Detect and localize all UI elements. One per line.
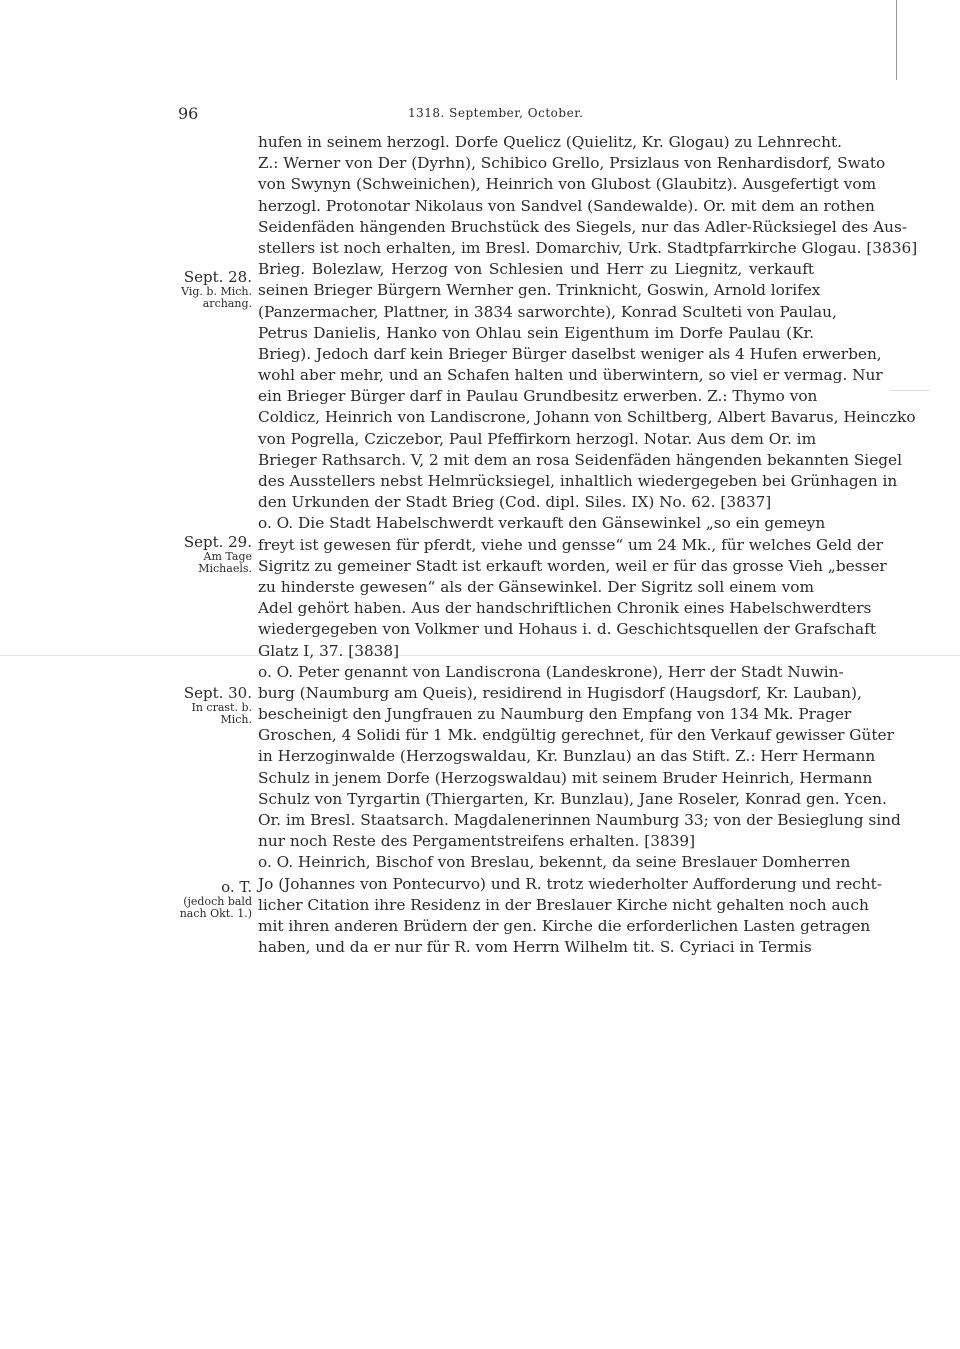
text-line: licher Citation ihre Residenz in der Breslauer Kirche nicht gehalten noch auch [258,895,869,914]
text-line: Brieg. Bolezlaw, Herzog von Schlesien und Herr zu Liegnitz, verkauft [258,260,814,279]
text-line: o. O. Die Stadt Habelschwerdt verkauft den Gänsewinkel „so ein gemeyn [258,514,826,533]
margin-note-2 [166,535,252,575]
margin-date: Sept. 28. [183,268,252,286]
scan-edge-line [896,0,897,80]
text-line: Petrus Danielis, Hanko von Ohlau sein Eigenthum im Dorfe Paulau (Kr. [258,323,814,342]
text-line: von Swynyn (Schweinichen), Heinrich von Glubost (Glaubitz). Ausgefertigt vom [258,175,877,194]
margin-date: Sept. 29. [183,533,252,551]
text-line: wohl aber mehr, und an Schafen halten und überwintern, so viel er vermag. Nur [258,366,883,385]
running-title: 1318. September, October. [408,106,584,120]
text-line: Sigritz zu gemeiner Stadt ist erkauft worden, weil er für das grosse Vieh „besser [258,556,887,575]
text-line: ein Brieger Bürger darf in Paulau Grundbesitz erwerben. Z.: Thymo von [258,387,818,406]
margin-note-3 [166,686,252,726]
text-line: Groschen, 4 Solidi für 1 Mk. endgültig gerechnet, für den Verkauf gewisser Güter [258,726,894,745]
text-line: zu hinderste gewesen“ als der Gänsewinkel. Der Sigritz soll einem vom [258,577,814,596]
text-line: Brieg). Jedoch darf kein Brieger Bürger daselbst weniger als 4 Hufen erwerben, [258,344,882,363]
text-line: stellers ist noch erhalten, im Bresl. Domarchiv, Urk. Stadtpfarrkirche Glogau. [3836] [258,238,918,257]
text-line: Jo (Johannes von Pontecurvo) und R. trotz wiederholter Aufforderung und recht- [258,874,882,893]
text-line: Or. im Bresl. Staatsarch. Magdalenerinnen Naumburg 33; von der Besieglung sind [258,811,901,829]
margin-feast: (jedoch bald nach Okt. 1.) [179,895,252,920]
page-number: 96 [178,104,199,123]
margin-date: Sept. 30. [183,684,252,702]
text-line: haben, und da er nur für R. vom Herrn Wilhelm tit. S. Cyriaci in Termis [258,938,812,957]
text-line: o. O. Heinrich, Bischof von Breslau, bekennt, da seine Breslauer Domherren [258,853,851,872]
text-line: in Herzoginwalde (Herzogswaldau, Kr. Bunzlau) an das Stift. Z.: Herr Hermann [258,747,876,766]
text-line: Schulz von Tyrgartin (Thiergarten, Kr. Bunzlau), Jane Roseler, Konrad gen. Ycen. [258,789,887,808]
text-line: hufen in seinem herzogl. Dorfe Quelicz (Quielitz, Kr. Glogau) zu Lehnrecht. [258,133,842,151]
text-line: Adel gehört haben. Aus der handschriftlichen Chronik eines Habelschwerdters [258,599,872,618]
text-line: den Urkunden der Stadt Brieg (Cod. dipl. Siles. IX) No. 62. [3837] [258,493,772,512]
text-line: Z.: Werner von Der (Dyrhn), Schibico Grello, Prsizlaus von Renhardisdorf, Swato [258,154,886,173]
margin-date: o. T. [221,878,252,896]
margin-feast: Am Tage Michaels. [198,550,252,575]
text-line: nur noch Reste des Pergamentstreifens erhalten. [3839] [258,832,696,851]
text-line: des Ausstellers nebst Helmrücksiegel, inhaltlich wiedergegeben bei Grünhagen in [258,472,898,490]
text-line: o. O. Peter genannt von Landiscrona (Landeskrone), Herr der Stadt Nuwin- [258,662,844,681]
margin-note-4 [166,880,252,920]
margin-feast: Vig. b. Mich. archang. [181,285,252,310]
document-body [258,132,918,958]
text-line: herzogl. Protonotar Nikolaus von Sandvel (Sandewalde). Or. mit dem an rothen [258,196,875,215]
text-line: Coldicz, Heinrich von Landiscrone, Johann von Schiltberg, Albert Bavarus, Heinczko [258,408,916,427]
text-line: Brieger Rathsarch. V, 2 mit dem an rosa Seidenfäden hängenden bekannten Siegel [258,450,902,469]
text-line: seinen Brieger Bürgern Wernher gen. Trinknicht, Goswin, Arnold lorifex [258,281,821,300]
text-line: Glatz I, 37. [3838] [258,641,400,660]
scan-mark [890,390,930,391]
margin-feast: In crast. b. Mich. [191,701,252,726]
text-line: Schulz in jenem Dorfe (Herzogswaldau) mit seinem Bruder Heinrich, Hermann [258,768,873,787]
text-line: Seidenfäden hängenden Bruchstück des Siegels, nur das Adler-Rücksiegel des Aus- [258,217,908,236]
text-line: wiedergegeben von Volkmer und Hohaus i. d. Geschichtsquellen der Grafschaft [258,620,876,639]
text-line: freyt ist gewesen für pferdt, viehe und gensse“ um 24 Mk., für welches Geld der [258,535,884,554]
text-line: burg (Naumburg am Queis), residirend in Hugisdorf (Haugsdorf, Kr. Lauban), [258,683,862,702]
text-line: (Panzermacher, Plattner, in 3834 sarworchte), Konrad Sculteti von Paulau, [258,302,837,321]
text-line: bescheinigt den Jungfrauen zu Naumburg den Empfang von 134 Mk. Prager [258,705,852,724]
margin-note-1 [166,270,252,310]
text-line: von Pogrella, Cziczebor, Paul Pfeffirkorn herzogl. Notar. Aus dem Or. im [258,429,817,448]
text-line: mit ihren anderen Brüdern der gen. Kirche die erforderlichen Lasten getragen [258,916,871,935]
